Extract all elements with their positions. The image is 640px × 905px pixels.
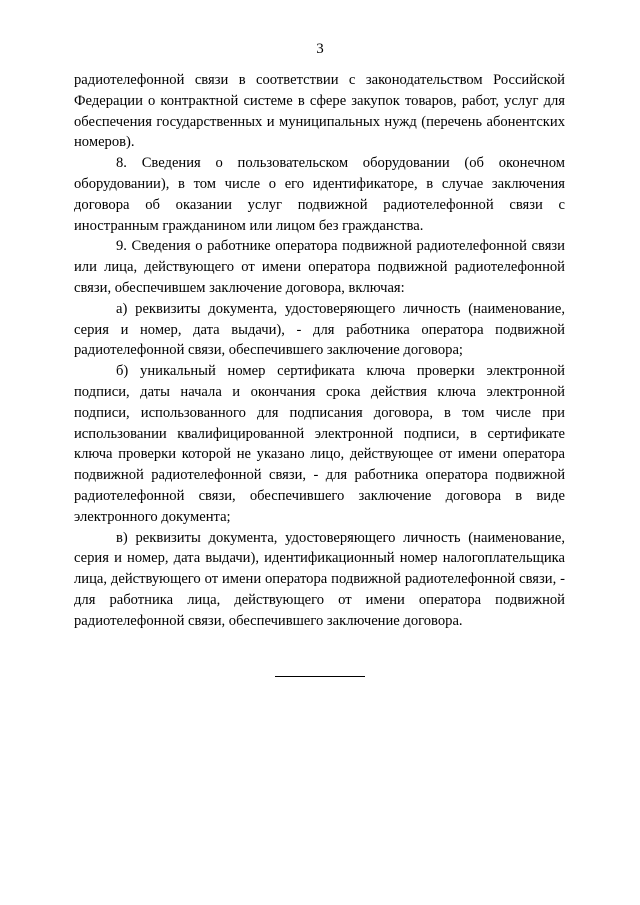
paragraph-subitem-a: а) реквизиты документа, удостоверяющего личность (наименование, серия и номер, дата выдачи), - для работника оператора подвижной радиотелефонной связи, обеспечившего заключение договора; [74,300,565,359]
paragraph-subitem-b: б) уникальный номер сертификата ключа проверки электронной подписи, даты начала и окончания срока действия ключа электронной подписи, использованного для подписания договора, в том числе при использовании квалифицированной электронной подписи, в сертификате ключа проверки которой не указано лицо, действующее от имени оператора подвижной радиотелефонной связи, - для работника оператора подвижной радиотелефонной связи, обеспечившего заключение договора в виде электронного документа; [74,363,565,525]
page-number: 3 [316,41,324,57]
document-body [74,70,565,632]
paragraph-continuation: радиотелефонной связи в соответствии с законодательством Российской Федерации о контрактной системе в сфере закупок товаров, работ, услуг для обеспечения государственных и муниципальных нужд (перечень абонентских номеров). [74,72,565,151]
end-separator-line [275,676,365,677]
paragraph-item-8: 8. Сведения о пользовательском оборудовании (об оконечном оборудовании), в том числе о его идентификаторе, в случае заключения договора об оказании услуг подвижной радиотелефонной связи с иностранным гражданином или лицом без гражданства. [74,155,565,234]
paragraph-item-9: 9. Сведения о работнике оператора подвижной радиотелефонной связи или лица, действующего от имени оператора подвижной радиотелефонной связи, обеспечившем заключение договора, включая: [74,238,565,296]
paragraph-subitem-v: в) реквизиты документа, удостоверяющего личность (наименование, серия и номер, дата выдачи), идентификационный номер налогоплательщика лица, действующего от имени оператора подвижной радиотелефонной связи, - для работника лица, действующего от имени оператора подвижной радиотелефонной связи, обеспечившего заключение договора. [74,529,565,629]
